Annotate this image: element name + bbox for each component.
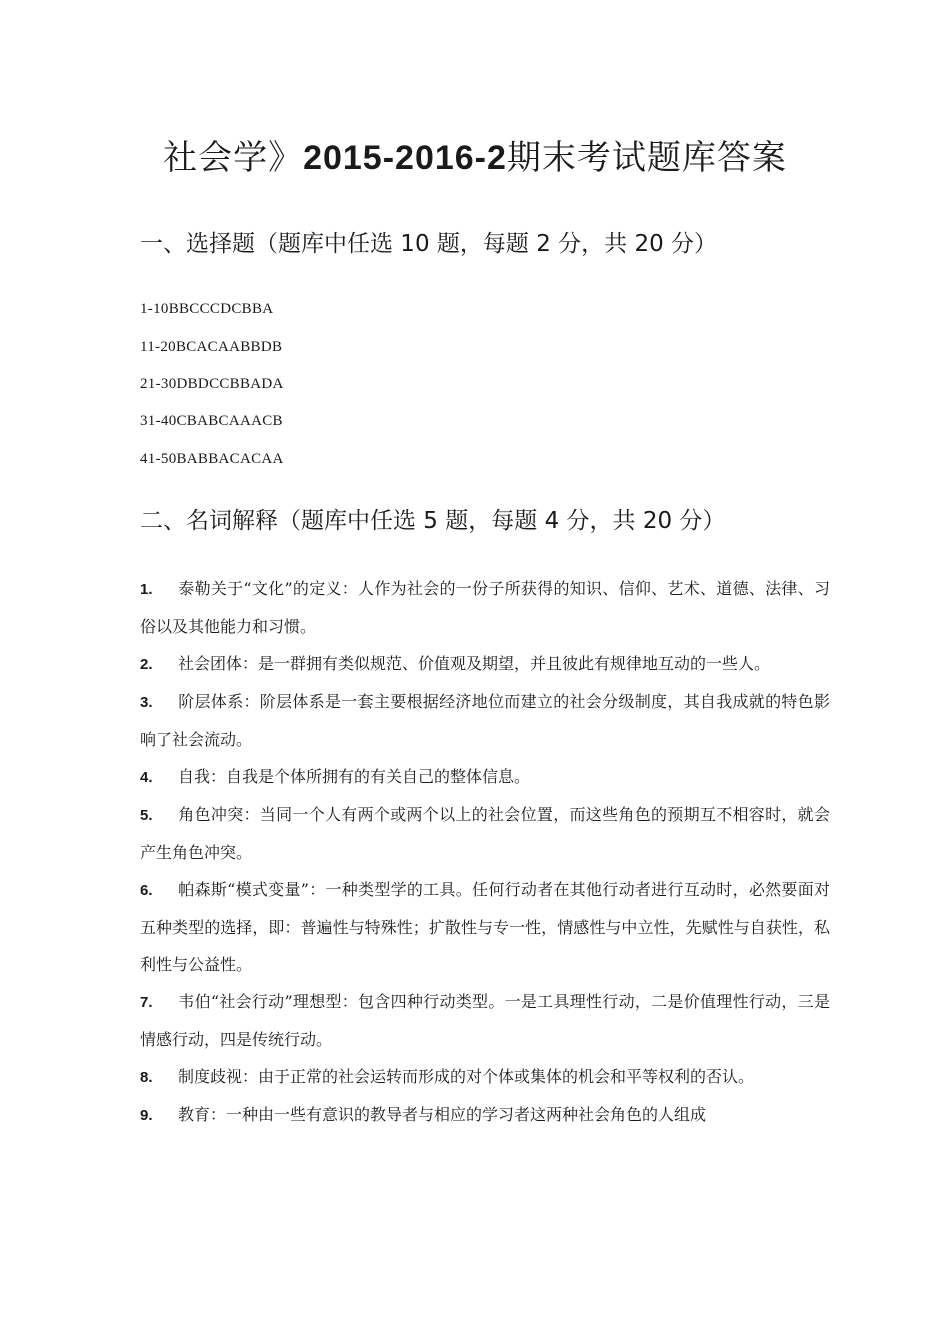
term-item (140, 1058, 830, 1096)
term-item (140, 570, 830, 645)
section-heading-multiple-choice: 一、选择题（题库中任选 10 题，每题 2 分，共 20 分） (140, 231, 718, 257)
term-number: 3. (140, 694, 153, 711)
term-text: 制度歧视：由于正常的社会运转而形成的对个体或集体的机会和平等权利的否认。 (178, 1067, 755, 1086)
term-list (140, 570, 830, 1134)
term-item (140, 983, 830, 1058)
term-number: 7. (140, 994, 153, 1011)
term-number: 4. (140, 769, 153, 786)
answer-line: 41-50BABBACACAA (140, 451, 284, 467)
title-prefix: 社会学》 (163, 138, 304, 178)
term-text: 角色冲突：当同一个人有两个或两个以上的社会位置，而这些角色的预期互不相容时，就会产生角色冲突。 (140, 805, 830, 862)
term-number: 6. (140, 882, 153, 899)
term-text: 教育：一种由一些有意识的教导者与相应的学习者这两种社会角色的人组成 (178, 1105, 707, 1124)
answer-line: 1-10BBCCCDCBBA (140, 301, 274, 317)
term-item (140, 796, 830, 871)
term-text: 韦伯“社会行动”理想型：包含四种行动类型。一是工具理性行动，二是价值理性行动，三是情感行动，四是传统行动。 (140, 992, 830, 1049)
title-suffix: 期末考试题库答案 (506, 138, 787, 178)
term-item (140, 871, 830, 983)
term-number: 9. (140, 1107, 153, 1124)
term-text: 社会团体：是一群拥有类似规范、价值观及期望，并且彼此有规律地互动的一些人。 (178, 654, 771, 673)
title-number: 2015-2016-2 (303, 139, 507, 177)
term-number: 1. (140, 581, 153, 598)
term-text: 自我：自我是个体所拥有的有关自己的整体信息。 (178, 767, 531, 786)
term-number: 5. (140, 807, 153, 824)
term-text: 帕森斯“模式变量”：一种类型学的工具。任何行动者在其他行动者进行互动时，必然要面对五种类型的选择，即：普遍性与特殊性；扩散性与专一性，情感性与中立性，先赋性与自获性，私利性与公益性。 (140, 880, 830, 974)
term-item (140, 1096, 830, 1134)
term-item (140, 645, 830, 683)
document-title (0, 132, 950, 184)
term-item (140, 758, 830, 796)
answer-line: 21-30DBDCCBBADA (140, 376, 284, 392)
term-number: 8. (140, 1069, 153, 1086)
term-text: 阶层体系：阶层体系是一套主要根据经济地位而建立的社会分级制度，其自我成就的特色影响了社会流动。 (140, 692, 830, 749)
term-number: 2. (140, 656, 153, 673)
section-heading-term-definitions: 二、名词解释（题库中任选 5 题，每题 4 分，共 20 分） (140, 508, 726, 534)
answer-line: 31-40CBABCAAACB (140, 413, 283, 429)
term-text: 泰勒关于“文化”的定义：人作为社会的一份子所获得的知识、信仰、艺术、道德、法律、习俗以及其他能力和习惯。 (140, 579, 830, 636)
term-item (140, 683, 830, 758)
answer-line: 11-20BCACAABBDB (140, 339, 283, 355)
